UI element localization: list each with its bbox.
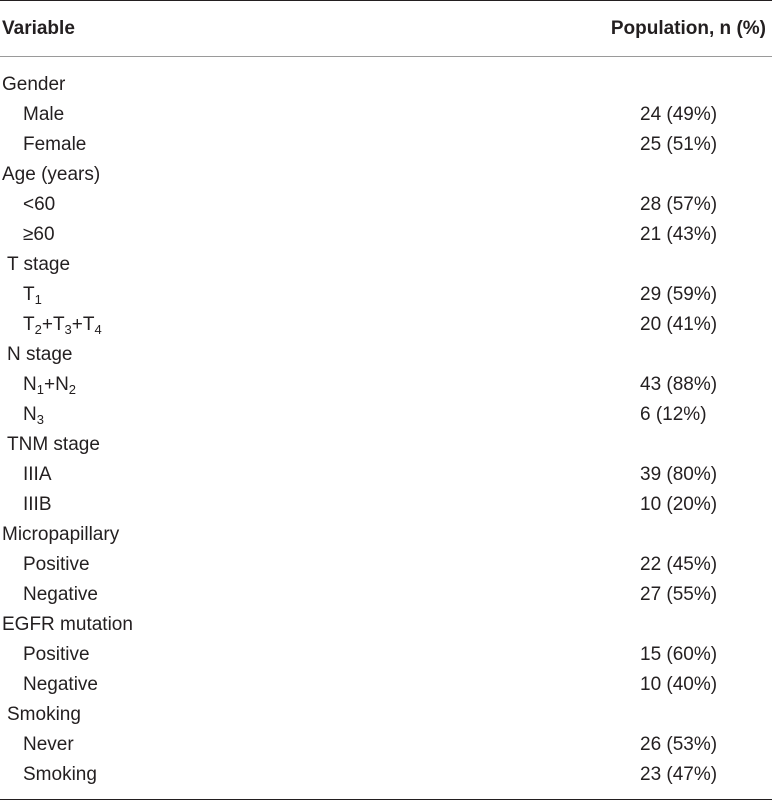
group-label: Smoking <box>7 704 81 725</box>
row-value: 10 (40%) <box>640 674 718 695</box>
table-row <box>0 460 772 490</box>
group-label: T stage <box>7 254 71 275</box>
label-subscript: 1 <box>36 382 44 397</box>
group-heading-row <box>0 160 772 190</box>
row-label: IIIA <box>23 464 52 485</box>
header-rule <box>0 56 772 57</box>
row-value: 21 (43%) <box>640 224 718 245</box>
row-value: 22 (45%) <box>640 554 718 575</box>
row-value: 39 (80%) <box>640 464 718 485</box>
group-label: EGFR mutation <box>2 614 133 635</box>
label-subscript: 2 <box>34 322 42 337</box>
table-row <box>0 580 772 610</box>
table-row <box>0 130 772 160</box>
row-value: 43 (88%) <box>640 374 718 395</box>
label-text: +N <box>43 374 69 395</box>
row-value: 27 (55%) <box>640 584 718 605</box>
group-label: Gender <box>2 74 66 95</box>
group-heading-row <box>0 250 772 280</box>
row-value: 6 (12%) <box>640 404 707 425</box>
row-label <box>23 370 76 400</box>
table-body <box>0 70 772 790</box>
label-subscript: 2 <box>68 382 77 397</box>
row-label: Smoking <box>23 764 97 785</box>
row-label: Female <box>23 134 87 155</box>
label-text: +T <box>71 314 95 335</box>
label-subscript: 1 <box>34 292 42 307</box>
row-value: 23 (47%) <box>640 764 718 785</box>
row-value: 15 (60%) <box>640 644 718 665</box>
row-value: 28 (57%) <box>640 194 718 215</box>
table-row <box>0 640 772 670</box>
bottom-rule <box>0 799 772 800</box>
group-label: Micropapillary <box>2 524 120 545</box>
table-row <box>0 670 772 700</box>
label-subscript: 3 <box>36 412 44 427</box>
group-heading-row <box>0 610 772 640</box>
group-heading-row <box>0 70 772 100</box>
table-row <box>0 190 772 220</box>
row-label: ≥60 <box>23 224 55 245</box>
group-heading-row <box>0 520 772 550</box>
label-subscript: 3 <box>64 322 72 337</box>
row-label: <60 <box>23 194 56 215</box>
group-label: N stage <box>7 344 73 365</box>
row-label <box>23 400 44 430</box>
table-row <box>0 760 772 790</box>
row-label: Positive <box>23 554 90 575</box>
label-text: N <box>23 374 37 395</box>
label-text: T <box>23 284 35 305</box>
row-label: Negative <box>23 584 98 605</box>
table-header <box>0 0 772 56</box>
row-value: 25 (51%) <box>640 134 718 155</box>
row-label: Never <box>23 734 74 755</box>
label-text: +T <box>41 314 65 335</box>
group-label: Age (years) <box>2 164 101 185</box>
table-row <box>0 400 772 430</box>
table-row <box>0 280 772 310</box>
table-row <box>0 100 772 130</box>
table-row <box>0 370 772 400</box>
label-text: N <box>23 404 37 425</box>
row-value: 10 (20%) <box>640 494 718 515</box>
table-row <box>0 730 772 760</box>
group-heading-row <box>0 340 772 370</box>
table-row <box>0 550 772 580</box>
row-label <box>23 280 42 310</box>
row-value: 20 (41%) <box>640 314 718 335</box>
label-text: T <box>23 314 35 335</box>
group-label: TNM stage <box>7 434 100 455</box>
row-value: 26 (53%) <box>640 734 718 755</box>
row-label: Positive <box>23 644 90 665</box>
row-value: 24 (49%) <box>640 104 718 125</box>
row-value: 29 (59%) <box>640 284 718 305</box>
header-variable: Variable <box>2 18 75 39</box>
group-heading-row <box>0 430 772 460</box>
label-subscript: 4 <box>94 322 102 337</box>
row-label: Negative <box>23 674 98 695</box>
row-label <box>23 310 102 340</box>
table-row <box>0 310 772 340</box>
group-heading-row <box>0 700 772 730</box>
header-population: Population, n (%) <box>610 18 766 39</box>
row-label: Male <box>23 104 65 125</box>
table-row <box>0 490 772 520</box>
row-label: IIIB <box>23 494 52 515</box>
table-row <box>0 220 772 250</box>
